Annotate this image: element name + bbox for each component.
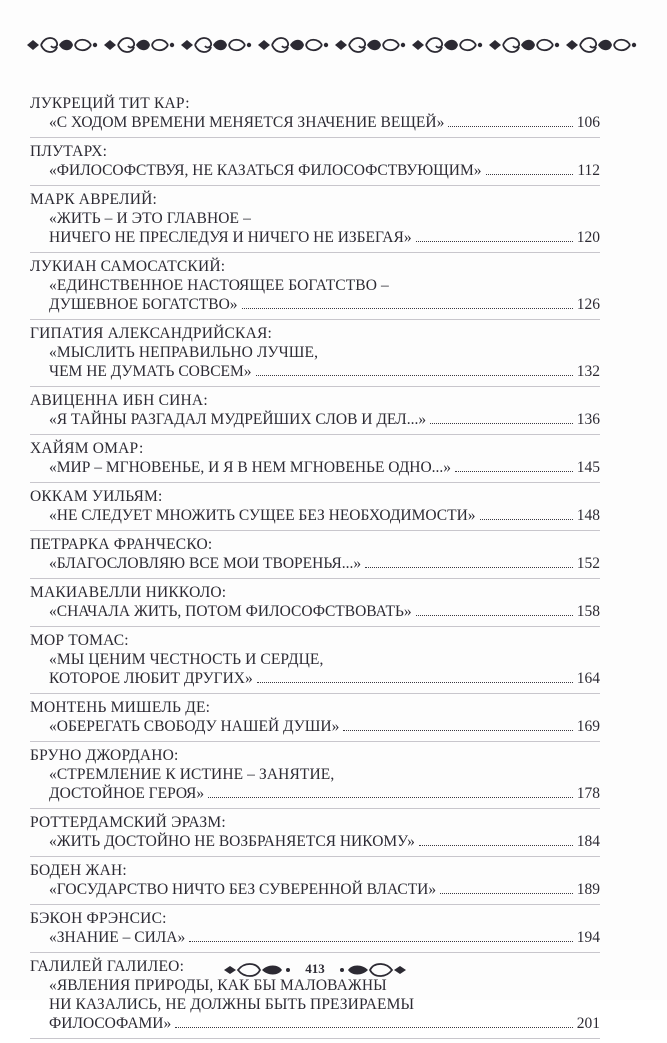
toc-entry-author: ПЕТРАРКА ФРАНЧЕСКО: [30,536,213,553]
toc-entry-author: ХАЙЯМ ОМАР: [30,440,144,457]
toc-entry-last-line [30,602,600,621]
toc-entry-quote-line: «С ХОДОМ ВРЕМЕНИ МЕНЯЕТСЯ ЗНАЧЕНИЕ ВЕЩЕЙ» [49,114,445,131]
toc-entry-last-line [30,669,600,688]
toc-entry-author: РОТТЕРДАМСКИЙ ЭРАЗМ: [30,814,226,831]
toc-entry [30,698,600,742]
toc-entry-quote-line: «ЖИТЬ – И ЭТО ГЛАВНОЕ – [49,210,251,227]
toc-entry-quote-line: «ФИЛОСОФСТВУЯ, НЕ КАЗАТЬСЯ ФИЛОСОФСТВУЮЩИМ» [49,162,482,179]
toc-entry-page-number: 184 [576,833,600,850]
footer-ornament-right [338,960,408,980]
dot-leader [208,797,573,798]
toc-entry [30,391,600,435]
toc-entry-quote-line: НИ КАЗАЛИСЬ, НЕ ДОЛЖНЫ БЫТЬ ПРЕЗИРАЕМЫ [49,996,415,1013]
table-of-contents [30,94,600,1043]
toc-entry-page-number: 148 [576,507,600,524]
toc-entry-page-number: 164 [576,670,600,687]
toc-entry-page-number: 132 [576,363,600,380]
toc-entry-last-line [30,295,600,314]
toc-entry-quote-line: ФИЛОСОФАМИ» [49,1015,172,1032]
toc-entry-page-number: 194 [576,929,600,946]
toc-entry-author: ЛУКРЕЦИЙ ТИТ КАР: [30,95,190,112]
toc-entry-quote-line: «ГОСУДАРСТВО НИЧТО БЕЗ СУВЕРЕННОЙ ВЛАСТИ» [49,881,437,898]
dot-leader [256,375,573,376]
toc-entry [30,439,600,483]
toc-entry-quote-line: КОТОРОЕ ЛЮБИТ ДРУГИХ» [49,670,253,687]
toc-entry-quote-line: ДОСТОЙНОЕ ГЕРОЯ» [49,785,205,802]
dot-leader [480,519,573,520]
dot-leader [175,1027,573,1028]
dot-leader [440,893,573,894]
toc-entry-page-number: 112 [577,162,600,179]
toc-entry-page-number: 201 [576,1015,600,1032]
toc-entry-author: ОККАМ УИЛЬЯМ: [30,488,163,505]
toc-entry [30,142,600,186]
page-number: 413 [305,961,325,976]
toc-entry-page-number: 120 [576,229,600,246]
toc-entry-quote-line: «ЯВЛЕНИЯ ПРИРОДЫ, КАК БЫ МАЛОВАЖНЫ [49,977,387,994]
dot-leader [365,567,573,568]
toc-entry-author: БЭКОН ФРЭНСИС: [30,910,167,927]
footer-ornament-left [222,960,292,980]
toc-entry-author: БОДЕН ЖАН: [30,862,127,879]
dot-leader [419,845,573,846]
dot-leader [189,941,573,942]
toc-entry [30,746,600,809]
toc-entry-quote-line: «НЕ СЛЕДУЕТ МНОЖИТЬ СУЩЕЕ БЕЗ НЕОБХОДИМОСТИ» [49,507,476,524]
toc-entry-author: ПЛУТАРХ: [30,143,108,160]
toc-entry-quote-line: «СНАЧАЛА ЖИТЬ, ПОТОМ ФИЛОСОФСТВОВАТЬ» [49,603,412,620]
toc-entry-page-number: 178 [576,785,600,802]
toc-entry-last-line [30,506,600,525]
toc-entry [30,324,600,387]
toc-entry [30,813,600,857]
dot-leader [430,423,573,424]
toc-entry-last-line [30,880,600,899]
toc-entry-author: МАРК АВРЕЛИЙ: [30,191,158,208]
toc-entry-author: МАКИАВЕЛЛИ НИККОЛО: [30,584,227,601]
dot-leader [416,615,573,616]
toc-entry-author: АВИЦЕННА ИБН СИНА: [30,392,208,409]
dot-leader [486,174,574,175]
toc-entry-quote-line: ЧЕМ НЕ ДУМАТЬ СОВСЕМ» [49,363,252,380]
toc-entry-last-line [30,362,600,381]
toc-entry-quote-line: НИЧЕГО НЕ ПРЕСЛЕДУЯ И НИЧЕГО НЕ ИЗБЕГАЯ» [49,229,412,246]
toc-entry-quote-line: «МЫСЛИТЬ НЕПРАВИЛЬНО ЛУЧШЕ, [49,344,319,361]
toc-entry-page-number: 136 [576,411,600,428]
toc-entry-last-line [30,458,600,477]
toc-entry-quote-line: «ОБЕРЕГАТЬ СВОБОДУ НАШЕЙ ДУШИ» [49,718,340,735]
toc-entry [30,257,600,320]
toc-entry [30,190,600,253]
top-ornament-border [25,30,642,60]
toc-entry-last-line [30,554,600,573]
toc-entry-author: МОР ТОМАС: [30,632,129,649]
toc-entry-quote-line: «БЛАГОСЛОВЛЯЮ ВСЕ МОИ ТВОРЕНЬЯ...» [49,555,362,572]
toc-entry-last-line [30,161,600,180]
toc-entry-quote-line: «МИР – МГНОВЕНЬЕ, И Я В НЕМ МГНОВЕНЬЕ ОДНО...» [49,459,452,476]
toc-entry-last-line [30,928,600,947]
toc-entry-last-line [30,1014,600,1033]
toc-entry-last-line [30,784,600,803]
toc-entry-last-line [30,410,600,429]
toc-entry-quote-line: «МЫ ЦЕНИМ ЧЕСТНОСТЬ И СЕРДЦЕ, [49,651,324,668]
toc-entry-author: ГАЛИЛЕЙ ГАЛИЛЕО: [30,958,185,975]
toc-entry-page-number: 126 [576,296,600,313]
toc-entry [30,487,600,531]
toc-entry-last-line [30,717,600,736]
toc-entry [30,861,600,905]
toc-entry-quote-line: «ЕДИНСТВЕННОЕ НАСТОЯЩЕЕ БОГАТСТВО – [49,277,389,294]
toc-entry-quote-line: «Я ТАЙНЫ РАЗГАДАЛ МУДРЕЙШИХ СЛОВ И ДЕЛ...» [49,411,427,428]
toc-entry-page-number: 158 [576,603,600,620]
toc-entry-quote-line: ДУШЕВНОЕ БОГАТСТВО» [49,296,238,313]
dot-leader [455,471,573,472]
toc-entry [30,583,600,627]
page-footer [0,955,667,985]
toc-entry [30,94,600,138]
toc-entry-quote-line: «СТРЕМЛЕНИЕ К ИСТИНЕ – ЗАНЯТИЕ, [49,766,335,783]
toc-entry [30,535,600,579]
toc-entry-last-line [30,832,600,851]
toc-entry-author: ЛУКИАН САМОСАТСКИЙ: [30,258,226,275]
dot-leader [416,241,573,242]
dot-leader [242,308,573,309]
toc-entry [30,909,600,953]
toc-entry-page-number: 106 [576,114,600,131]
toc-entry-author: МОНТЕНЬ МИШЕЛЬ ДЕ: [30,699,211,716]
toc-entry-author: БРУНО ДЖОРДАНО: [30,747,179,764]
toc-entry-author: ГИПАТИЯ АЛЕКСАНДРИЙСКАЯ: [30,325,273,342]
toc-entry-page-number: 145 [576,459,600,476]
dot-leader [257,682,573,683]
toc-entry [30,631,600,694]
dot-leader [343,730,572,731]
toc-entry-page-number: 169 [576,718,600,735]
toc-entry-last-line [30,228,600,247]
toc-entry-quote-line: «ЗНАНИЕ – СИЛА» [49,929,186,946]
toc-entry-page-number: 189 [576,881,600,898]
toc-entry-page-number: 152 [576,555,600,572]
toc-entry-last-line [30,113,600,132]
dot-leader [448,126,572,127]
toc-entry-quote-line: «ЖИТЬ ДОСТОЙНО НЕ ВОЗБРАНЯЕТСЯ НИКОМУ» [49,833,415,850]
